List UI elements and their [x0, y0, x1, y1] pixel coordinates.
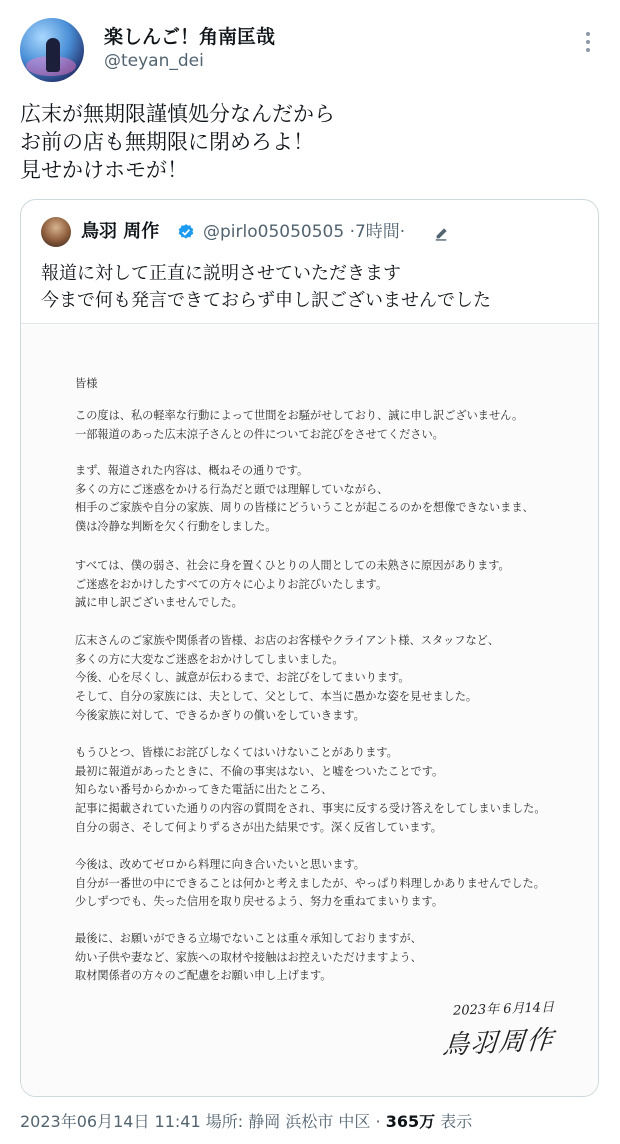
letter-line: 多くの方にご迷惑をかける行為だと頭では理解していながら、 [75, 482, 389, 496]
letter-paragraph [75, 407, 523, 444]
letter-line: すべては、僕の弱さ、社会に身を置くひとりの人間としての未熟さに原因があります。 [75, 559, 510, 572]
verified-badge-icon [177, 223, 195, 241]
letter-line: 僕は冷静な判断を欠く行動をしました。 [75, 520, 277, 534]
letter-paragraph [75, 744, 546, 838]
letter-line: ご迷惑をおかけしたすべての方々に心よりお詫びいたします。 [75, 577, 388, 591]
view-count[interactable]: 365万 [385, 1112, 436, 1131]
letter-line: 一部報道のあった広末涼子さんとの件についてお詫びをさせてください。 [75, 427, 444, 441]
letter-line: 今後家族に対して、できるかぎりの償いをしていきます。 [75, 708, 365, 722]
letter-line: 広末さんのご家族や関係者の皆様、お店のお客様やクライアント様、スタッフなど、 [75, 634, 500, 647]
meta-separator: · [399, 222, 406, 242]
letter-paragraph [75, 632, 499, 726]
letter-line: まず、報道された内容は、概ねその通りです。 [75, 464, 309, 477]
letter-paragraph [75, 856, 545, 912]
letter-line: 相手のご家族や自分の家族、周りの皆様にどういうことが起こるのかを想像できないまま、 [75, 501, 534, 515]
letter-line: 知らない番号からかかってきた電話に出たところ、 [75, 783, 333, 797]
quoted-author-handle[interactable]: @pirlo05050505 [203, 222, 345, 242]
letter-paragraph [75, 557, 510, 613]
edit-pencil-icon[interactable] [434, 227, 448, 241]
author-avatar[interactable] [20, 18, 84, 82]
letter-line: 少しずつでも、失った信用を取り戻せるよう、努力を重ねてまいります。 [75, 895, 444, 909]
quoted-text-line: 今まで何も発言できておらず申し訳ございませんでした [41, 290, 491, 311]
tweet-text-line: お前の店も無期限に閉めろよ！ [20, 130, 314, 154]
view-count-label: 表示 [440, 1112, 473, 1131]
handwritten-signature: 鳥羽周作 [441, 1024, 557, 1062]
letter-line: 誠に申し訳ございませんでした。 [75, 596, 243, 610]
letter-line: 自分の弱さ、そして何よりずるさが出た結果です。深く反省しています。 [75, 820, 442, 834]
quoted-author-avatar[interactable] [41, 217, 71, 247]
quoted-meta [203, 219, 405, 245]
tweet-location[interactable]: 静岡 浜松市 中区 [248, 1112, 371, 1131]
letter-paragraph [75, 930, 422, 986]
apology-letter-image[interactable] [21, 323, 598, 1097]
letter-line: 自分が一番世の中にできることは何かと考えましたが、やっぱり料理しかありませんでした。 [75, 876, 545, 890]
quoted-text-line: 報道に対して正直に説明させていただきます [41, 263, 401, 284]
tweet-footer [20, 1110, 472, 1134]
letter-line: 記事に掲載されていた通りの内容の質問をされ、事実に反する受け答えをしてしまいました。 [75, 802, 546, 816]
tweet-timestamp[interactable]: 2023年06月14日 11:41 [20, 1112, 201, 1131]
letter-line: 最初に報道があったときに、不倫の事実はない、と嘘をついたことです。 [75, 764, 444, 778]
letter-salutation [75, 375, 97, 394]
author-handle[interactable]: @teyan_dei [104, 51, 204, 71]
letter-line: 最後に、お願いができる立場でないことは重々承知しておりますが、 [75, 932, 422, 945]
letter-line: 取材関係者の方々のご配慮をお願い申し上げます。 [75, 969, 332, 983]
tweet-text-line: 広末が無期限謹慎処分なんだから [20, 102, 335, 126]
letter-paragraph [75, 462, 534, 537]
quoted-tweet-card[interactable] [20, 199, 599, 1097]
letter-line: 幼い子供や妻など、家族への取材や接触はお控えいただけますよう、 [75, 950, 422, 964]
footer-separator: · [375, 1112, 381, 1131]
letter-line: 多くの方に大変なご迷惑をおかけしてしまいました。 [75, 652, 344, 666]
tweet-text-line: 見せかけホモが！ [20, 158, 188, 182]
location-label: 場所: [205, 1112, 244, 1131]
letter-line: この度は、私の軽率な行動によって世間をお騒がせしており、誠に申し訳ございません。 [75, 409, 524, 422]
quoted-text [41, 260, 491, 314]
tweet-text [20, 100, 335, 184]
meta-separator: · [349, 222, 355, 242]
letter-line: 皆様 [75, 377, 98, 390]
quoted-author-name[interactable]: 鳥羽 周作 [81, 221, 160, 242]
letter-line: もうひとつ、皆様にお詫びしなくてはいけないことがあります。 [75, 746, 398, 759]
author-display-name[interactable]: 楽しんご！角南匡哉 [104, 26, 276, 48]
quoted-time[interactable]: 7時間 [354, 222, 400, 242]
letter-line: 今後は、改めてゼロから料理に向き合いたいと思います。 [75, 858, 365, 871]
signature-date: 2023年 6月14日 [452, 1000, 555, 1019]
more-options-icon[interactable] [578, 32, 598, 56]
letter-line: そして、自分の家族には、夫として、父として、本当に愚かな姿を見せました。 [75, 690, 478, 704]
letter-line: 今後、心を尽くし、誠意が伝わるまで、お詫びをしてまいります。 [75, 671, 410, 685]
